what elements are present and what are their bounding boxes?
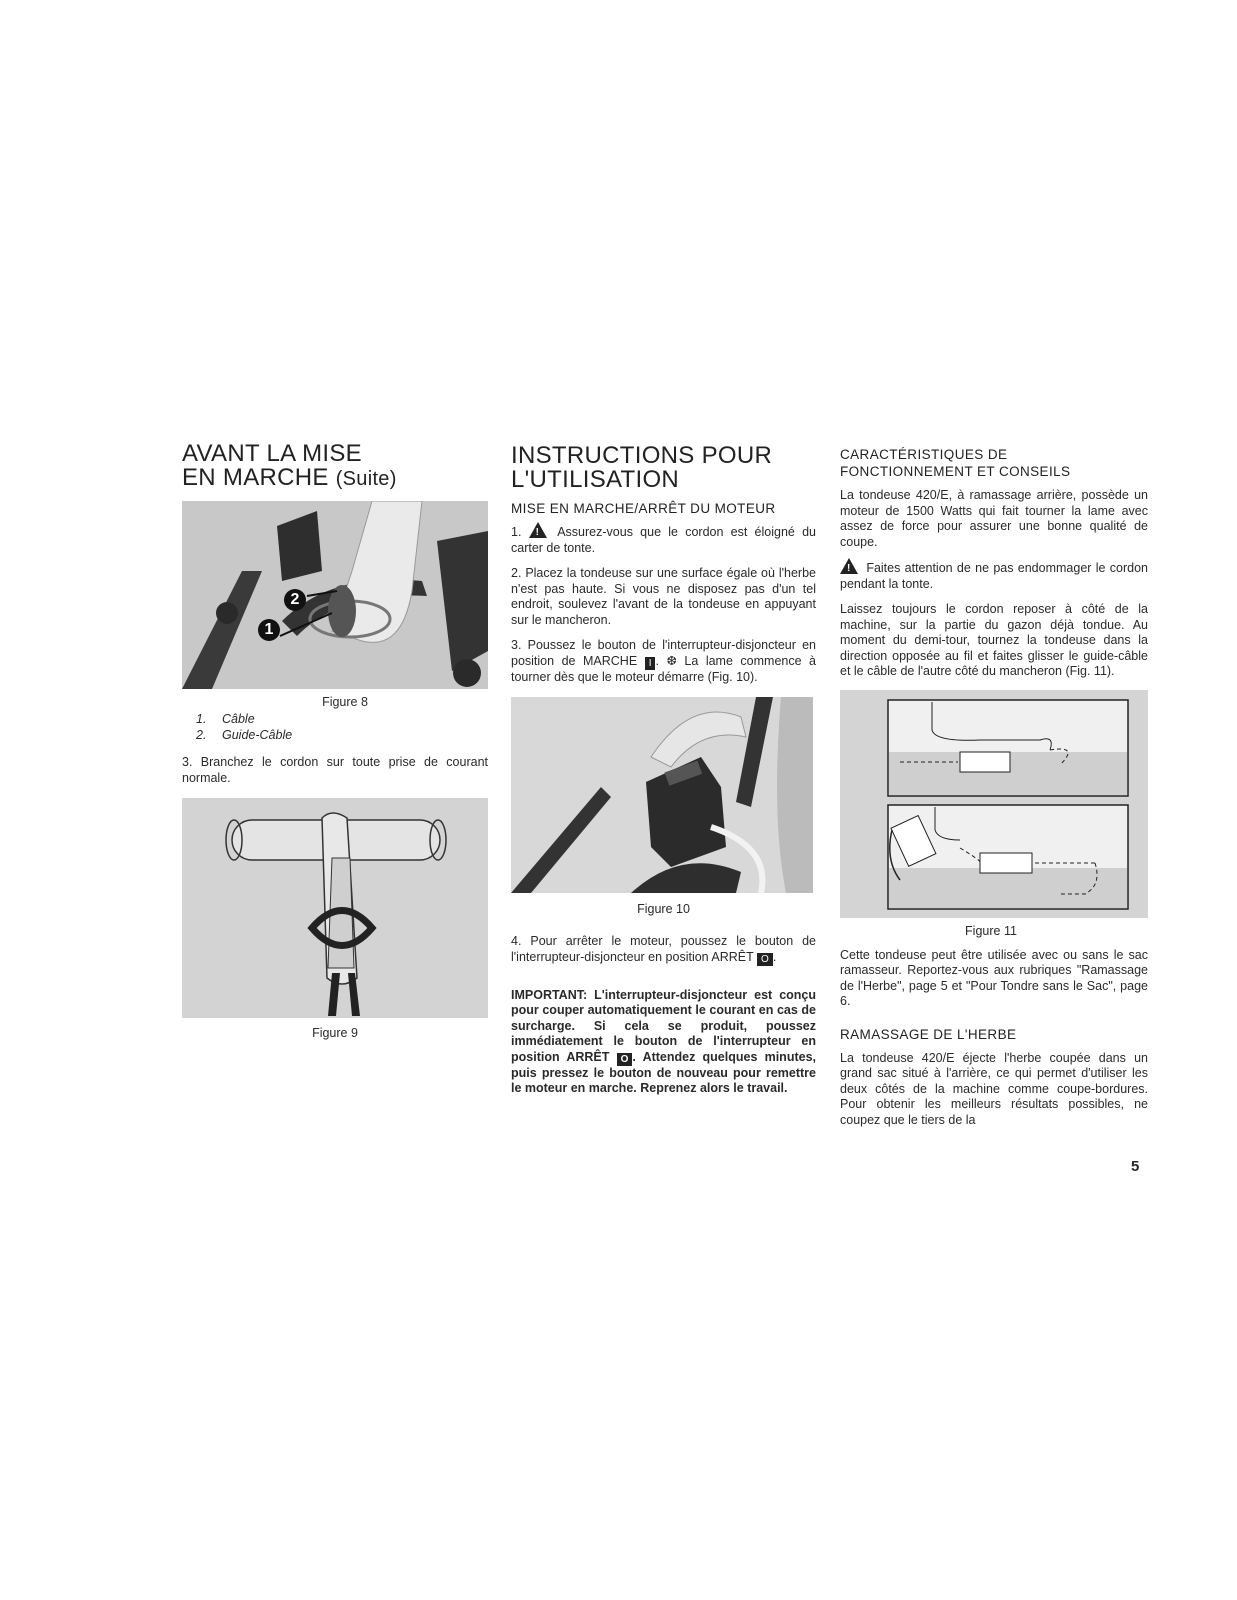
important-part-b: . Attendez quelques minutes, puis pressez le bouton de nouveau pour remettre le moteur en marche. Reprenez alors le travail. xyxy=(511,1049,816,1095)
figure-8-legend xyxy=(182,711,488,743)
callout-1: 1 xyxy=(258,619,280,641)
figure-11-illustration xyxy=(840,690,1148,918)
step-1-number: 1. xyxy=(511,525,522,539)
paragraph-5: La tondeuse 420/E éjecte l'herbe coupée dans un grand sac situé à l'arrière, ce qui permet d'utiliser les deux côtés de la machine comme coupe-bordures. Pour obtenir les meilleurs résultats possibles, ne coupez que le tiers de la xyxy=(840,1050,1148,1127)
step-4-body: 4. Pour arrêter le moteur, poussez le bouton de l'interrupteur-disjoncteur en position ARRÊT xyxy=(511,934,816,964)
step-3-text: 3. Branchez le cordon sur toute prise de courant normale. xyxy=(182,755,488,785)
paragraph-1: La tondeuse 420/E, à ramassage arrière, possède un moteur de 1500 Watts qui fait tourner la lame avec assez de force pour assurer une bonne qualité de coupe. xyxy=(840,488,1148,549)
figure-11-caption: Figure 11 xyxy=(965,923,1017,938)
figure-8-photo xyxy=(182,501,488,689)
important-part-a: IMPORTANT: L'interrupteur-disjoncteur est conçu pour couper automatiquement le courant en cas de surcharge. Si cela se produit, poussez immédiatement le bouton de l'interrupteur en position ARRÊT xyxy=(511,987,816,1064)
title-line-1: CARACTÉRISTIQUES DE xyxy=(840,447,1008,462)
step-4-text: 4. Pour arrêter le moteur, poussez le bouton de l'interrupteur-disjoncteur en position ARRÊT O . xyxy=(511,934,816,965)
section-title xyxy=(182,442,488,491)
section-title xyxy=(840,446,1148,480)
section-title xyxy=(511,444,816,492)
page-number: 5 xyxy=(1131,1158,1140,1175)
figure-11-diagram xyxy=(840,690,1148,918)
paragraph-4: Cette tondeuse peut être utilisée avec ou sans le sac ramasseur. Reportez-vous aux rubriques "Ramassage de l'Herbe", page 5 et "Pour Tondre sans le Sac", page 6. xyxy=(840,947,1148,1008)
column-2 xyxy=(511,440,816,1097)
title-line-1: AVANT LA MISE xyxy=(182,440,362,467)
step-2-text: 2. Placez la tondeuse sur une surface égale où l'herbe n'est pas haute. Si vous ne disposez pas d'un tel endroit, soulevez l'avant de la tondeuse en appuyant sur le mancheron. xyxy=(511,566,816,627)
step-3-text xyxy=(511,638,816,685)
column-1 xyxy=(182,440,488,1040)
figure-10-photo xyxy=(511,697,813,893)
legend-item-1 xyxy=(196,711,488,727)
paragraph-2-body: Faites attention de ne pas endommager le cordon pendant la tonte. xyxy=(840,561,1148,591)
paragraph-3: Laissez toujours le cordon reposer à côté de la machine, sur la partie du gazon déjà tondue. Au moment du demi-tour, tournez la tondeuse dans la direction opposée au fil et faites glisser le guide-câble et le câble de l'autre côté du mancheron (Fig. 11). xyxy=(840,602,1148,678)
title-suite: (Suite) xyxy=(335,468,397,490)
title-line-2: L'UTILISATION xyxy=(511,466,680,493)
subtitle: MISE EN MARCHE/ARRÊT DU MOTEUR xyxy=(511,501,776,516)
callout-2: 2 xyxy=(284,589,306,611)
warning-icon xyxy=(840,558,858,574)
figure-10-caption: Figure 10 xyxy=(637,902,690,916)
step-1-text xyxy=(511,522,816,556)
on-switch-icon: I xyxy=(645,657,656,670)
legend-num-2: 2. xyxy=(196,728,207,742)
step-3-part-b: . ❆ La lame commence à tourner dès que le moteur démarre (Fig. 10). xyxy=(511,653,816,684)
step-3-part-a: 3. Poussez le bouton de l'interrupteur-disjoncteur en position de MARCHE xyxy=(511,638,816,668)
figure-10-illustration xyxy=(511,697,813,893)
figure-9-drawing xyxy=(182,798,488,1018)
legend-label-2: Guide-Câble xyxy=(222,728,293,742)
legend-num-1: 1. xyxy=(196,712,207,726)
figure-9-caption: Figure 9 xyxy=(312,1026,358,1040)
legend-label-1: Câble xyxy=(222,712,255,726)
important-notice xyxy=(511,988,816,1097)
column-3 xyxy=(840,440,1148,1128)
figure-8-caption: Figure 8 xyxy=(322,695,368,709)
title-line-2: FONCTIONNEMENT ET CONSEILS xyxy=(840,464,1071,479)
title-line-2: EN MARCHE xyxy=(182,464,329,491)
off-switch-icon: O xyxy=(617,1053,633,1066)
paragraph-2 xyxy=(840,558,1148,592)
figure-8-illustration xyxy=(182,501,488,689)
off-switch-icon: O xyxy=(757,953,773,966)
warning-icon xyxy=(529,522,547,538)
legend-item-2 xyxy=(196,727,488,743)
step-1-body: Assurez-vous que le cordon est éloigné du carter de tonte. xyxy=(511,525,816,555)
figure-9-illustration xyxy=(182,798,488,1018)
subtitle: RAMASSAGE DE L'HERBE xyxy=(840,1026,1017,1042)
title-line-1: INSTRUCTIONS POUR xyxy=(511,442,773,469)
